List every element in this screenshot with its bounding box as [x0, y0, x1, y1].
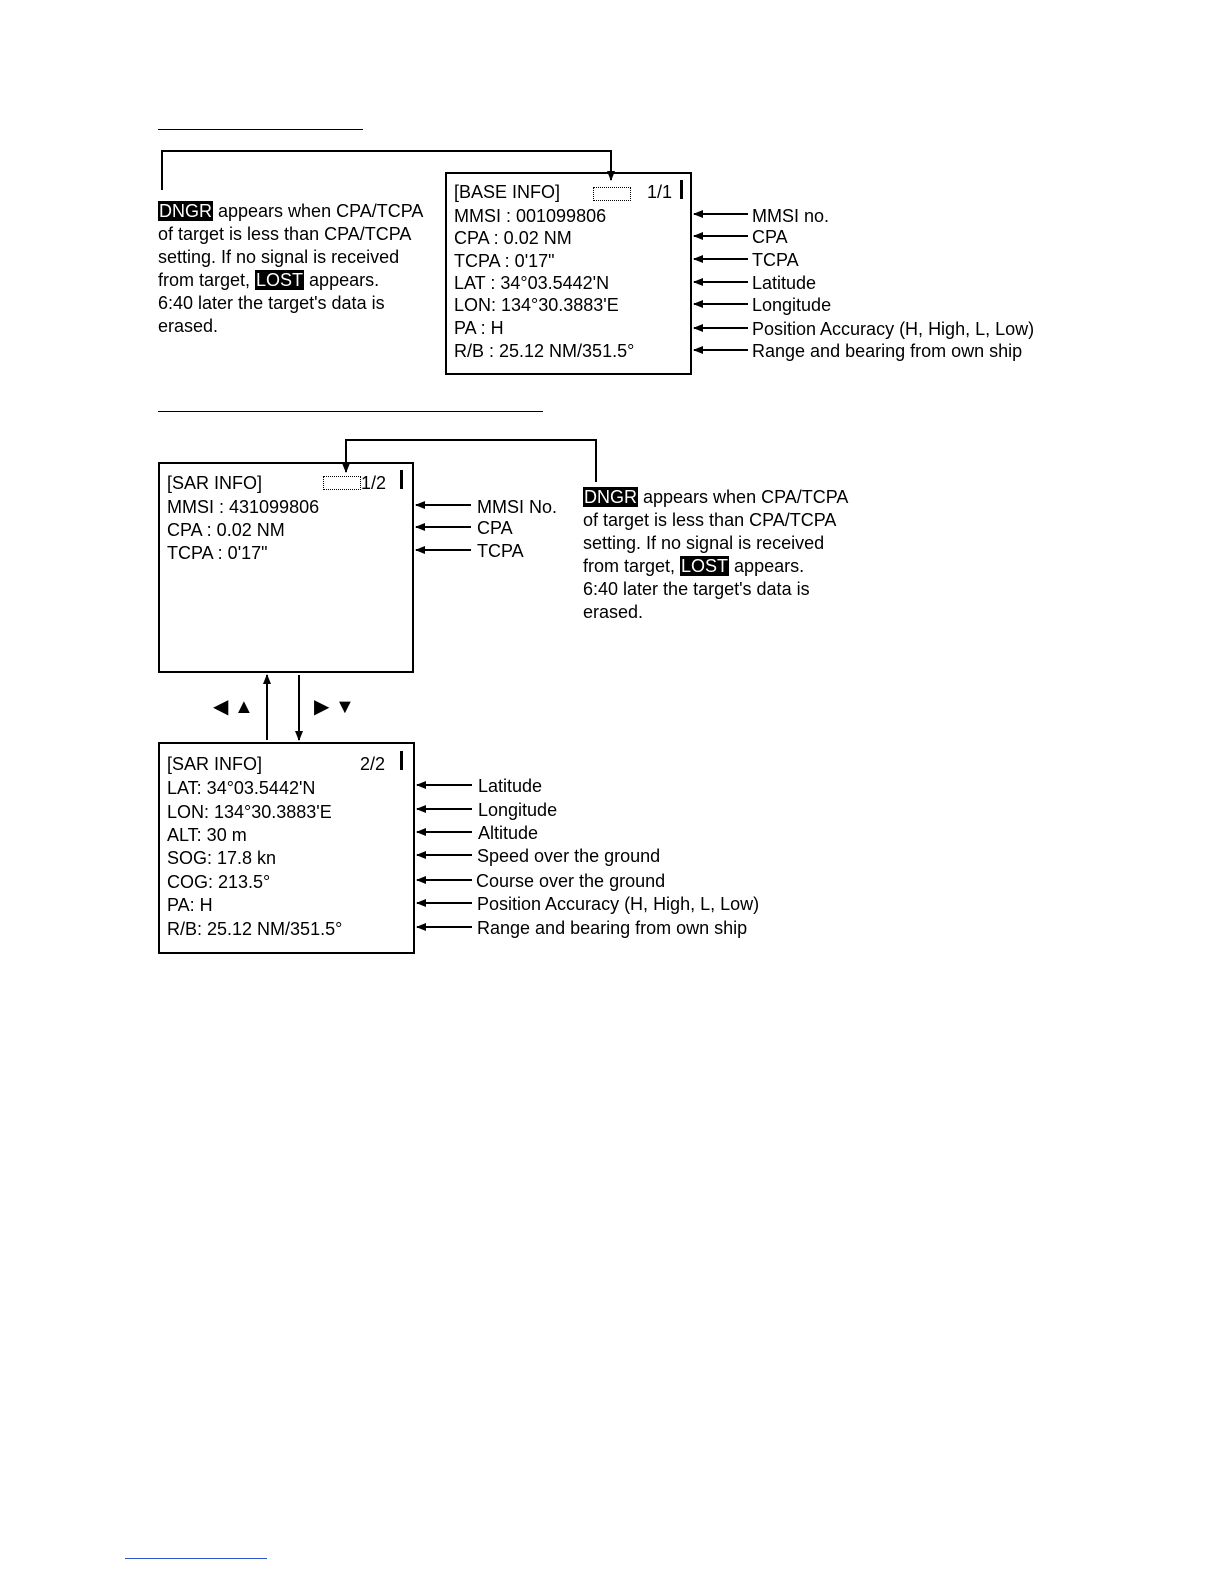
lost-badge: LOST: [681, 556, 729, 576]
scroll-marker: [400, 470, 403, 489]
base-info-screen: [445, 172, 692, 375]
status-indicator: [593, 187, 631, 201]
row-mmsi: MMSI : 431099806: [167, 497, 320, 517]
row-lon: LON: 134°30.3883'E: [167, 802, 332, 822]
dngr-badge: DNGR: [159, 201, 212, 221]
callout-cpa: CPA: [752, 227, 788, 247]
row-rb: R/B: 25.12 NM/351.5°: [167, 919, 343, 939]
callout-position-accuracy: Position Accuracy (H, High, L, Low): [477, 894, 760, 914]
scroll-marker: [680, 180, 683, 199]
callout-longitude: Longitude: [752, 295, 832, 315]
next-keys: ▶ ▼: [314, 696, 355, 718]
row-alt: ALT: 30 m: [167, 825, 247, 845]
prev-keys: ◀ ▲: [213, 696, 254, 718]
callout-latitude: Latitude: [752, 273, 817, 293]
section-rule-sar: [158, 411, 543, 412]
row-tcpa: TCPA : 0'17": [167, 543, 268, 563]
callout-position-accuracy: Position Accuracy (H, High, L, Low): [752, 319, 1035, 339]
callout-cog: Course over the ground: [476, 871, 666, 891]
row-lat: LAT : 34°03.5442'N: [454, 273, 610, 293]
row-cpa: CPA : 0.02 NM: [167, 520, 285, 540]
callout-longitude: Longitude: [478, 800, 558, 820]
dngr-note-sar: DNGR appears when CPA/TCPA of target is less than CPA/TCPA setting. If no signal is received from target, LOST appears. 6:40 later the target's data is erased.: [583, 487, 849, 622]
callout-altitude: Altitude: [478, 823, 539, 843]
page-indicator: 1/1: [647, 182, 673, 202]
row-pa: PA: H: [167, 895, 213, 915]
dngr-badge: DNGR: [584, 487, 637, 507]
callout-tcpa: TCPA: [752, 250, 799, 270]
callout-range-bearing: Range and bearing from own ship: [477, 918, 748, 938]
sar-info-title: [SAR INFO]: [167, 754, 263, 774]
dngr-note-top: DNGR appears when CPA/TCPA of target is less than CPA/TCPA setting. If no signal is received from target, LOST appears. 6:40 later the target's data is erased.: [158, 201, 424, 336]
footer-rule: [125, 1558, 267, 1559]
callout-cpa: CPA: [477, 518, 513, 538]
scroll-marker: [400, 751, 403, 770]
row-pa: PA : H: [454, 318, 504, 338]
callout-mmsi: MMSI no.: [752, 206, 830, 226]
section-rule-base: [158, 129, 363, 130]
row-lat: LAT: 34°03.5442'N: [167, 778, 316, 798]
callout-tcpa: TCPA: [477, 541, 524, 561]
callout-range-bearing: Range and bearing from own ship: [752, 341, 1023, 361]
status-indicator: [323, 476, 361, 490]
row-tcpa: TCPA : 0'17": [454, 251, 555, 271]
base-info-title: [BASE INFO]: [454, 182, 561, 202]
lost-badge: LOST: [256, 270, 304, 290]
row-rb: R/B : 25.12 NM/351.5°: [454, 341, 635, 361]
row-lon: LON: 134°30.3883'E: [454, 295, 619, 315]
callout-mmsi: MMSI No.: [477, 497, 558, 517]
sar-info-screen-1: [158, 462, 414, 673]
sar-info-title: [SAR INFO]: [167, 473, 263, 493]
callout-latitude: Latitude: [478, 776, 543, 796]
page-indicator: 1/2: [361, 473, 387, 493]
page-indicator: 2/2: [360, 754, 386, 774]
row-cpa: CPA : 0.02 NM: [454, 228, 572, 248]
row-cog: COG: 213.5°: [167, 872, 271, 892]
sar-info-screen-2: [158, 742, 415, 954]
callout-sog: Speed over the ground: [477, 846, 661, 866]
row-sog: SOG: 17.8 kn: [167, 848, 277, 868]
row-mmsi: MMSI : 001099806: [454, 206, 607, 226]
